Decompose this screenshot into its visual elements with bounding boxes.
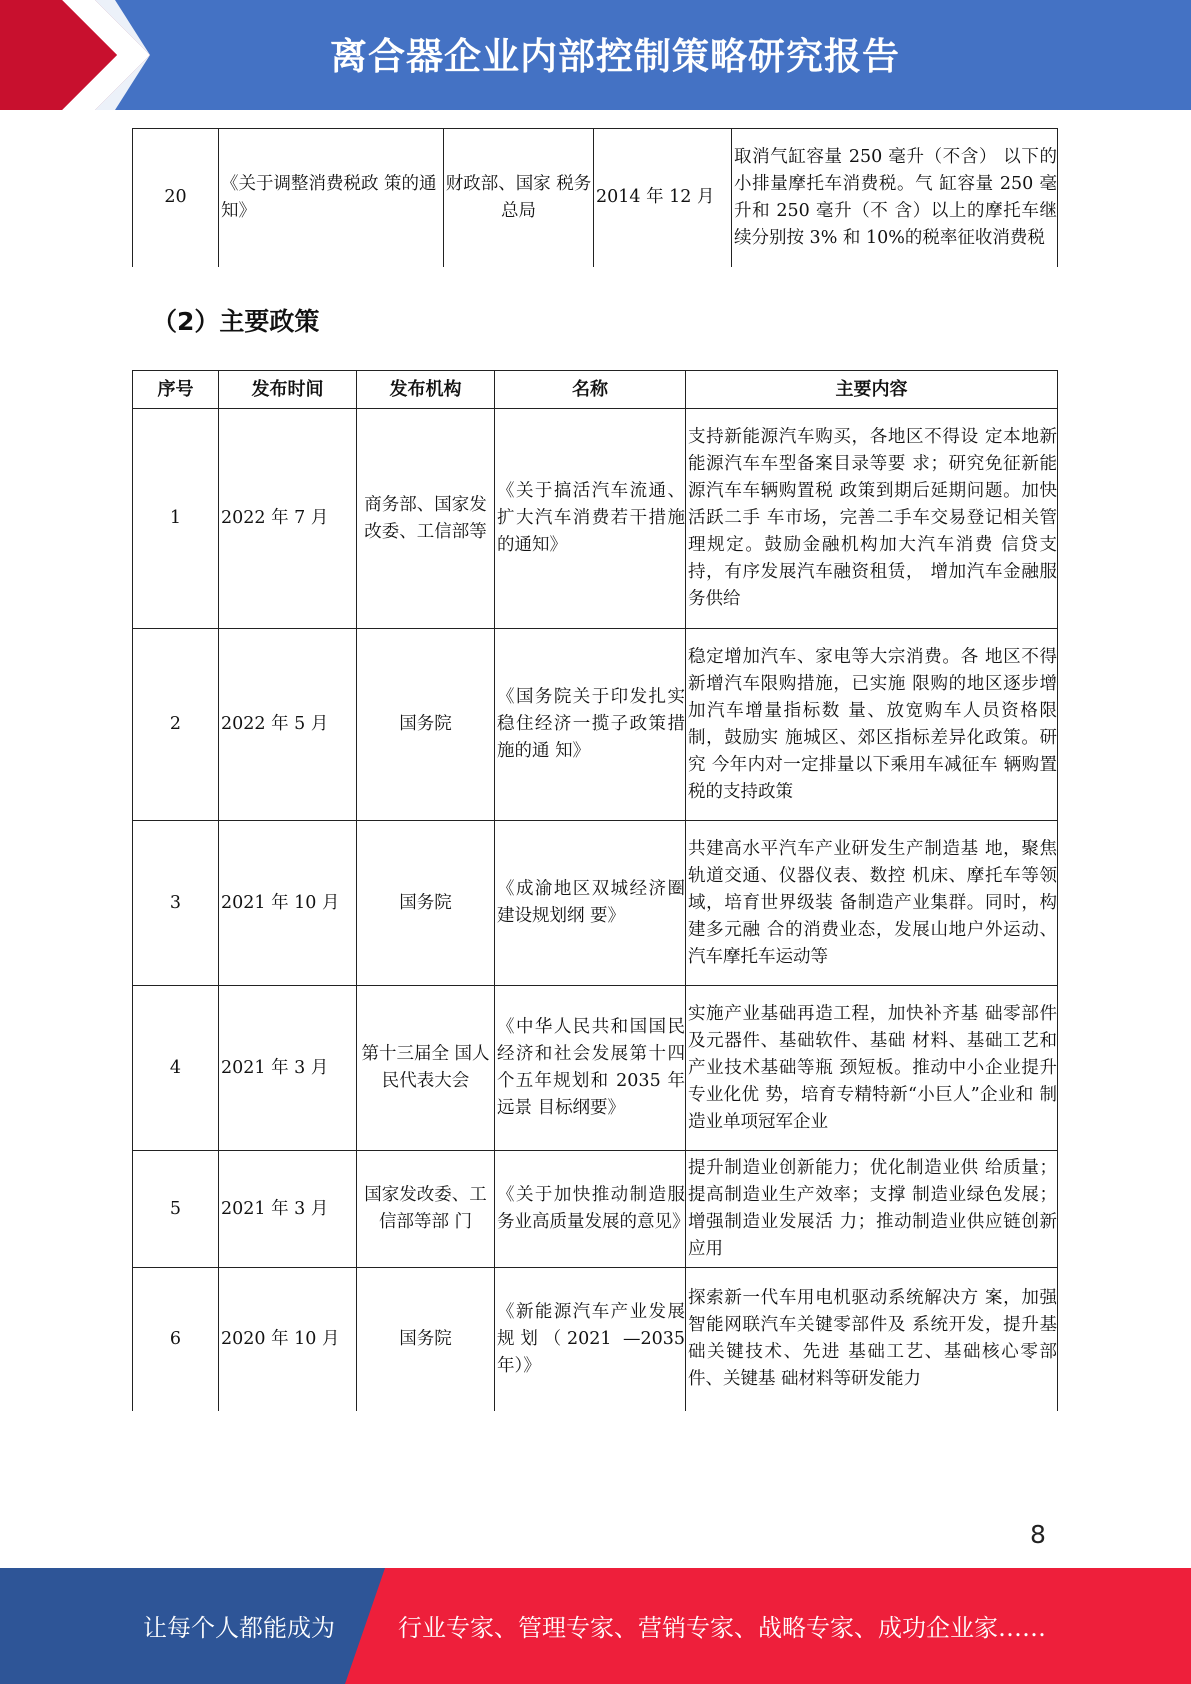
footer-slogan-right: 行业专家、管理专家、营销专家、战略专家、成功企业家…… <box>398 1614 1046 1642</box>
policy-name: 《关于搞活汽车流通、扩大汽车消费若干措施的通知》 <box>495 409 686 629</box>
header-date: 发布时间 <box>219 371 357 409</box>
table-row <box>133 821 1058 986</box>
policy-agency: 商务部、国家发改委、工信部等 <box>357 409 495 629</box>
table-row <box>133 1268 1058 1411</box>
policy-content: 提升制造业创新能力；优化制造业供 给质量；提高制造业生产效率；支撑 制造业绿色发展；增强制造业发展活 力；推动制造业供应链创新应用 <box>686 1151 1058 1268</box>
row-number: 4 <box>133 986 219 1151</box>
continued-policy-table <box>132 128 1058 267</box>
table-row <box>133 129 1058 267</box>
header-arrow-graphic <box>0 0 160 110</box>
policy-agency: 国家发改委、工信部等部 门 <box>357 1151 495 1268</box>
page-header <box>0 0 1191 110</box>
policy-agency: 国务院 <box>357 629 495 821</box>
row-number: 2 <box>133 629 219 821</box>
policy-date: 2021 年 3 月 <box>219 986 357 1151</box>
row-number: 5 <box>133 1151 219 1268</box>
policy-content: 稳定增加汽车、家电等大宗消费。各 地区不得新增汽车限购措施，已实施 限购的地区逐步增加汽车增量指标数 量、放宽购车人员资格限制，鼓励实 施城区、郊区指标差异化政策。研究 今年内对一定排量以下乘用车减征车 辆购置税的支持政策 <box>686 629 1058 821</box>
policy-content: 探索新一代车用电机驱动系统解决方 案，加强智能网联汽车关键零部件及 系统开发，提升基础关键技术、先进 基础工艺、基础核心零部件、关键基 础材料等研发能力 <box>686 1268 1058 1411</box>
page-footer <box>0 1568 1191 1684</box>
policy-name: 《关于调整消费税政 策的通知》 <box>219 129 444 267</box>
policy-date: 2021 年 10 月 <box>219 821 357 986</box>
header-agency: 发布机构 <box>357 371 495 409</box>
row-number: 3 <box>133 821 219 986</box>
header-name: 名称 <box>495 371 686 409</box>
report-title: 离合器企业内部控制策略研究报告 <box>330 35 900 78</box>
policy-agency: 财政部、国家 税务总局 <box>444 129 594 267</box>
section-title: （2）主要政策 <box>152 307 320 336</box>
header-content: 主要内容 <box>686 371 1058 409</box>
policy-agency: 第十三届全 国人民代表大会 <box>357 986 495 1151</box>
policy-date: 2021 年 3 月 <box>219 1151 357 1268</box>
policy-name: 《新能源汽车产业发展规划（2021 —2035 年）》 <box>495 1268 686 1411</box>
row-number: 6 <box>133 1268 219 1411</box>
main-policy-table <box>132 370 1058 1411</box>
policy-content: 取消气缸容量 250 毫升（不含） 以下的小排量摩托车消费税。气 缸容量 250 毫升和 250 毫升（不 含）以上的摩托车继续分别按 3% 和 10%的税率征收消费税 <box>732 129 1058 267</box>
row-number: 20 <box>133 129 219 267</box>
row-number: 1 <box>133 409 219 629</box>
table-header-row <box>133 371 1058 409</box>
policy-content: 共建高水平汽车产业研发生产制造基 地，聚焦轨道交通、仪器仪表、数控 机床、摩托车等领域，培育世界级装 备制造产业集群。同时，构建多元融 合的消费业态，发展山地户外运动、 汽车摩托车运动等 <box>686 821 1058 986</box>
table-row <box>133 629 1058 821</box>
policy-date: 2014 年 12 月 <box>594 129 732 267</box>
footer-slogan-left: 让每个人都能成为 <box>143 1614 335 1642</box>
policy-name: 《国务院关于印发扎实稳住经济一揽子政策措施的通 知》 <box>495 629 686 821</box>
policy-agency: 国务院 <box>357 1268 495 1411</box>
table-row <box>133 1151 1058 1268</box>
policy-date: 2022 年 7 月 <box>219 409 357 629</box>
policy-name: 《成渝地区双城经济圈建设规划纲 要》 <box>495 821 686 986</box>
table-row <box>133 986 1058 1151</box>
policy-content: 实施产业基础再造工程，加快补齐基 础零部件及元器件、基础软件、基础 材料、基础工艺和产业技术基础等瓶 颈短板。推动中小企业提升专业化优 势，培育专精特新“小巨人”企业和 制造业单项冠军企业 <box>686 986 1058 1151</box>
policy-date: 2022 年 5 月 <box>219 629 357 821</box>
header-no: 序号 <box>133 371 219 409</box>
policy-content: 支持新能源汽车购买，各地区不得设 定本地新能源汽车车型备案目录等要 求；研究免征新能源汽车车辆购置税 政策到期后延期问题。加快活跃二手 车市场，完善二手车交易登记相关管 理规定。鼓励金融机构加大汽车消费 信贷支持，有序发展汽车融资租赁， 增加汽车金融服务供给 <box>686 409 1058 629</box>
page-number: 8 <box>1030 1520 1046 1549</box>
policy-agency: 国务院 <box>357 821 495 986</box>
policy-name: 《关于加快推动制造服务业高质量发展的意见》 <box>495 1151 686 1268</box>
table-row <box>133 409 1058 629</box>
policy-name: 《中华人民共和国国民经济和社会发展第十四个五年规划和 2035 年远景 目标纲要》 <box>495 986 686 1151</box>
policy-date: 2020 年 10 月 <box>219 1268 357 1411</box>
